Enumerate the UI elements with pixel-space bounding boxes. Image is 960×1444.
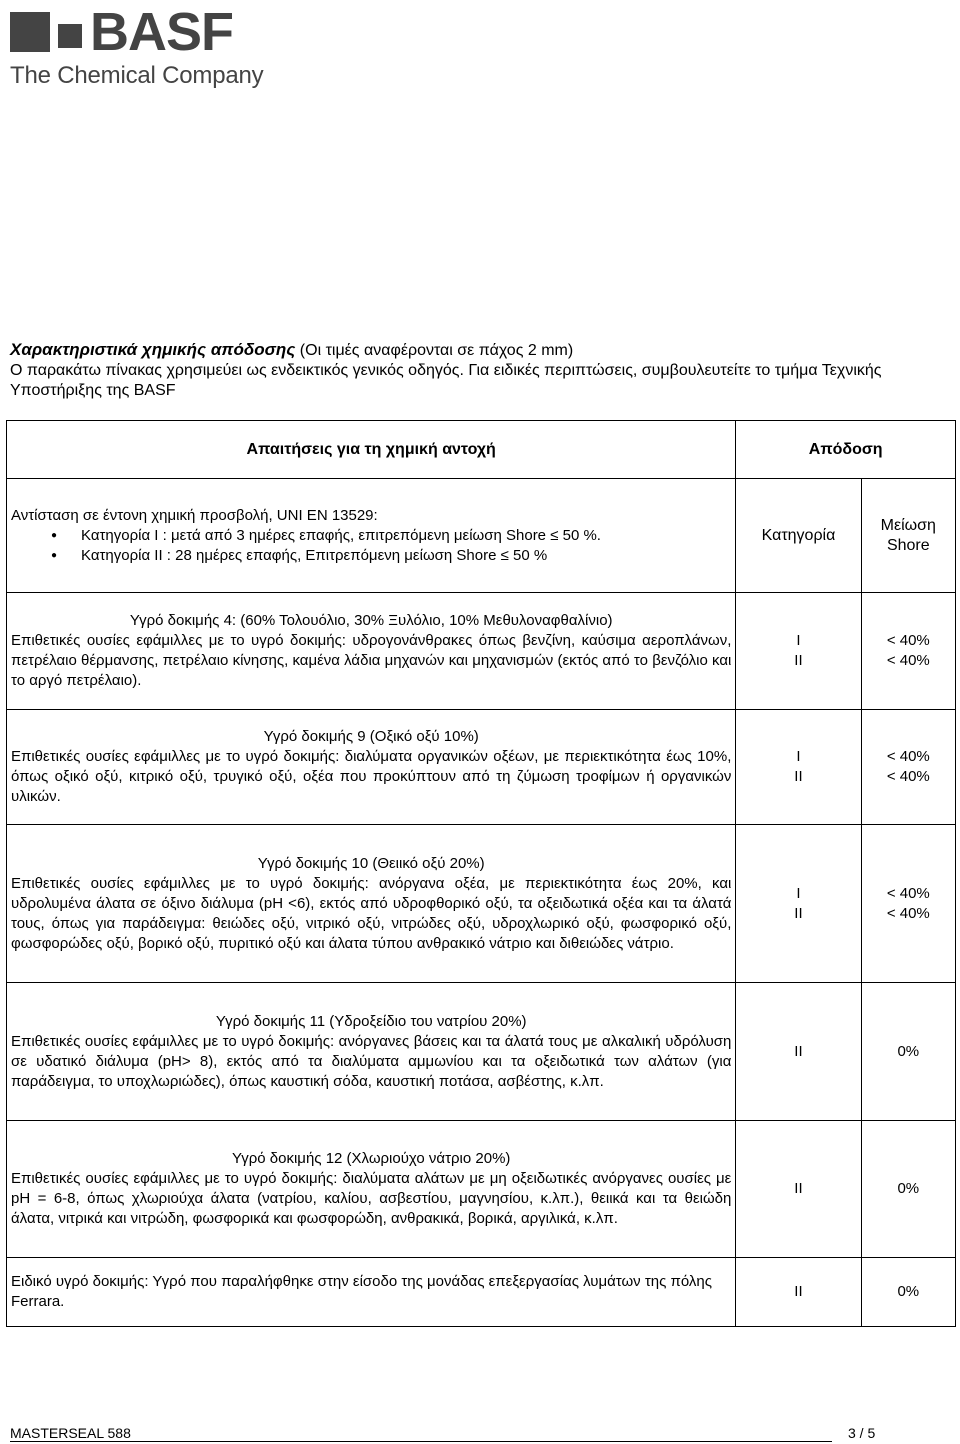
reduction-value: < 40% bbox=[886, 748, 930, 765]
category-cell bbox=[736, 825, 861, 983]
intro-note: Ο παρακάτω πίνακας χρησιμεύει ως ενδεικτικός γενικός οδηγός. Για ειδικές περιπτώσεις, συμβουλευτείτε το τμήμα Τεχνικής Υποστήριξης της BASF bbox=[10, 362, 882, 399]
category-definition: ● Κατηγορία I : μετά από 3 ημέρες επαφής, επιτρεπόμενη μείωση Shore ≤ 50 %. bbox=[11, 526, 731, 546]
category-list bbox=[11, 526, 731, 566]
category-value: I bbox=[796, 748, 801, 765]
category-value: II bbox=[794, 768, 803, 785]
test-liquid-title: Υγρό δοκιμής 10 (Θειικό οξύ 20%) bbox=[257, 854, 485, 872]
table-subheader-row bbox=[7, 479, 956, 593]
reduction-cell bbox=[861, 825, 955, 983]
reduction-column-header: Μείωση Shore bbox=[861, 479, 955, 593]
test-liquid-body: Επιθετικές ουσίες εφάμιλλες με το υγρό δοκιμής: ανόργανες βάσεις και τα άλατά τους με αλκαλική υδρόλυση σε υδατικό διάλυμα (pH> 8), εκτός από τα διαλύματα αμμωνίου και τα οξειδωτικά των αλάτων (για παράδειγμα, το υποχλωριώδες), όπως καυστική σόδα, καυστική ποτάσα, ασβέστης, κ.λπ. bbox=[11, 1032, 732, 1090]
reduction-value: < 40% bbox=[886, 884, 930, 902]
table-row bbox=[7, 710, 956, 825]
section-title-note: (Οι τιμές αναφέρονται σε πάχος 2 mm) bbox=[299, 342, 574, 359]
header-performance: Απόδοση bbox=[736, 421, 956, 479]
reduction-cell bbox=[861, 710, 955, 825]
test-liquid-body: Επιθετικές ουσίες εφάμιλλες με το υγρό δοκιμής: διαλύματα οργανικών οξέων, με περιεκτικότητα έως 10%, όπως οξικό οξύ, κιτρικό οξύ, τρυγικό οξύ, οξέα που προκύπτουν από τη ζύμωση τροφίμων ή οργανικών υλικών. bbox=[11, 748, 732, 805]
intro-section bbox=[10, 340, 945, 401]
reduction-value: < 40% bbox=[886, 904, 930, 922]
category-cell bbox=[736, 1121, 861, 1258]
section-title: Χαρακτηριστικά χημικής απόδοσης bbox=[10, 340, 296, 359]
reduction-cell bbox=[861, 983, 955, 1121]
footer-page-number: 3 / 5 bbox=[848, 1425, 876, 1441]
reduction-value: < 40% bbox=[886, 768, 930, 785]
requirement-text: Αντίσταση σε έντονη χημική προσβολή, UNI EN 13529: bbox=[11, 506, 378, 524]
category-value: I bbox=[796, 884, 801, 902]
table-row bbox=[7, 1121, 956, 1258]
category-cell bbox=[736, 983, 861, 1121]
test-liquid-cell bbox=[7, 983, 736, 1121]
test-liquid-title: Υγρό δοκιμής 12 (Χλωριούχο νάτριο 20%) bbox=[231, 1150, 511, 1167]
category-cell bbox=[736, 1258, 861, 1327]
category-value: II bbox=[794, 1042, 803, 1060]
test-liquid-cell bbox=[7, 1258, 736, 1327]
reduction-value: 0% bbox=[897, 1283, 920, 1300]
table-row bbox=[7, 593, 956, 710]
category-value: II bbox=[794, 1180, 803, 1197]
category-column-header: Κατηγορία bbox=[736, 479, 861, 593]
chemical-resistance-table bbox=[6, 420, 956, 1327]
category-value: II bbox=[794, 652, 803, 669]
table-row bbox=[7, 825, 956, 983]
test-liquid-body: Επιθετικές ουσίες εφάμιλλες με το υγρό δοκιμής: ανόργανα οξέα, με περιεκτικότητα έως 20%, και υδρολυμένα άλατα σε όξινο διάλυμα (pH <6), εκτός από υδροφθορικό οξύ, τα οξειδωτικά οξέα και τα άλατά τους, όπως για παράδειγμα: θειώδες οξύ, νιτρικό οξύ, νιτρώδες οξύ, υδροχλωρικό οξύ, φωσφορικό οξύ, φωσφορώδες οξύ, βορικό οξύ, πυριτικό οξύ και άλατα τύπου ανθρακικό νάτριο και διθειώδες νάτριο. bbox=[11, 874, 732, 952]
table-header-row bbox=[7, 421, 956, 479]
basf-logo bbox=[10, 2, 264, 90]
requirement-description bbox=[7, 479, 736, 593]
category-cell bbox=[736, 710, 861, 825]
logo-square-large bbox=[10, 12, 50, 52]
intro-title-line bbox=[10, 340, 945, 361]
reduction-cell bbox=[861, 593, 955, 710]
test-liquid-cell bbox=[7, 1121, 736, 1258]
reduction-value: < 40% bbox=[886, 632, 930, 649]
test-liquid-body: Ειδικό υγρό δοκιμής: Υγρό που παραλήφθηκε στην είσοδο της μονάδας επεξεργασίας λυμάτων της πόλης Ferrara. bbox=[11, 1273, 712, 1310]
category-value: I bbox=[796, 632, 801, 649]
footer-product: MASTERSEAL 588 bbox=[10, 1425, 832, 1442]
category-value: II bbox=[794, 904, 803, 922]
reduction-value: 0% bbox=[897, 1180, 920, 1197]
test-liquid-title: Υγρό δοκιμής 9 (Οξικό οξύ 10%) bbox=[263, 728, 479, 745]
category-definition: ● Κατηγορία II : 28 ημέρες επαφής, Επιτρεπόμενη μείωση Shore ≤ 50 % bbox=[11, 546, 731, 566]
test-liquid-title: Υγρό δοκιμής 4: (60% Τολουόλιο, 30% Ξυλόλιο, 10% Μεθυλοναφθαλίνιο) bbox=[129, 612, 613, 629]
brand-name: BASF bbox=[90, 2, 233, 62]
category-cell bbox=[736, 593, 861, 710]
test-liquid-cell bbox=[7, 825, 736, 983]
test-liquid-cell bbox=[7, 593, 736, 710]
table-row bbox=[7, 1258, 956, 1327]
reduction-cell bbox=[861, 1258, 955, 1327]
test-liquid-cell bbox=[7, 710, 736, 825]
test-liquid-body: Επιθετικές ουσίες εφάμιλλες με το υγρό δοκιμής: διαλύματα αλάτων με μη οξειδωτικές ανόργανες ουσίες με pH = 6-8, όπως χλωριούχα άλατα (νατρίου, καλίου, ασβεστίου, μαγνησίου, κ.λπ.), θειικά και τα θειώδη άλατα, νιτρικά και νιτρώδη, φωσφορικά και φωσφορώδη, ανθρακικά, βορικά, αργιλικά, κ.λπ. bbox=[11, 1170, 732, 1227]
table-row bbox=[7, 983, 956, 1121]
reduction-cell bbox=[861, 1121, 955, 1258]
test-liquid-title: Υγρό δοκιμής 11 (Υδροξείδιο του νατρίου 20%) bbox=[215, 1012, 527, 1030]
header-requirements: Απαιτήσεις για τη χημική αντοχή bbox=[7, 421, 736, 479]
category-value: II bbox=[794, 1283, 803, 1300]
test-liquid-body: Επιθετικές ουσίες εφάμιλλες με το υγρό δοκιμής: υδρογονάνθρακες όπως βενζίνη, καύσιμα αεροπλάνων, πετρέλαιο θέρμανσης, πετρέλαιο κίνησης, καμένα λάδια μηχανών και μηχανισμών (εκτός από το βενζόλιο και το αργό πετρέλαιο). bbox=[11, 632, 732, 689]
logo-square-small bbox=[58, 24, 82, 48]
brand-tagline: The Chemical Company bbox=[10, 62, 264, 89]
reduction-value: 0% bbox=[897, 1042, 920, 1060]
reduction-value: < 40% bbox=[886, 652, 930, 669]
